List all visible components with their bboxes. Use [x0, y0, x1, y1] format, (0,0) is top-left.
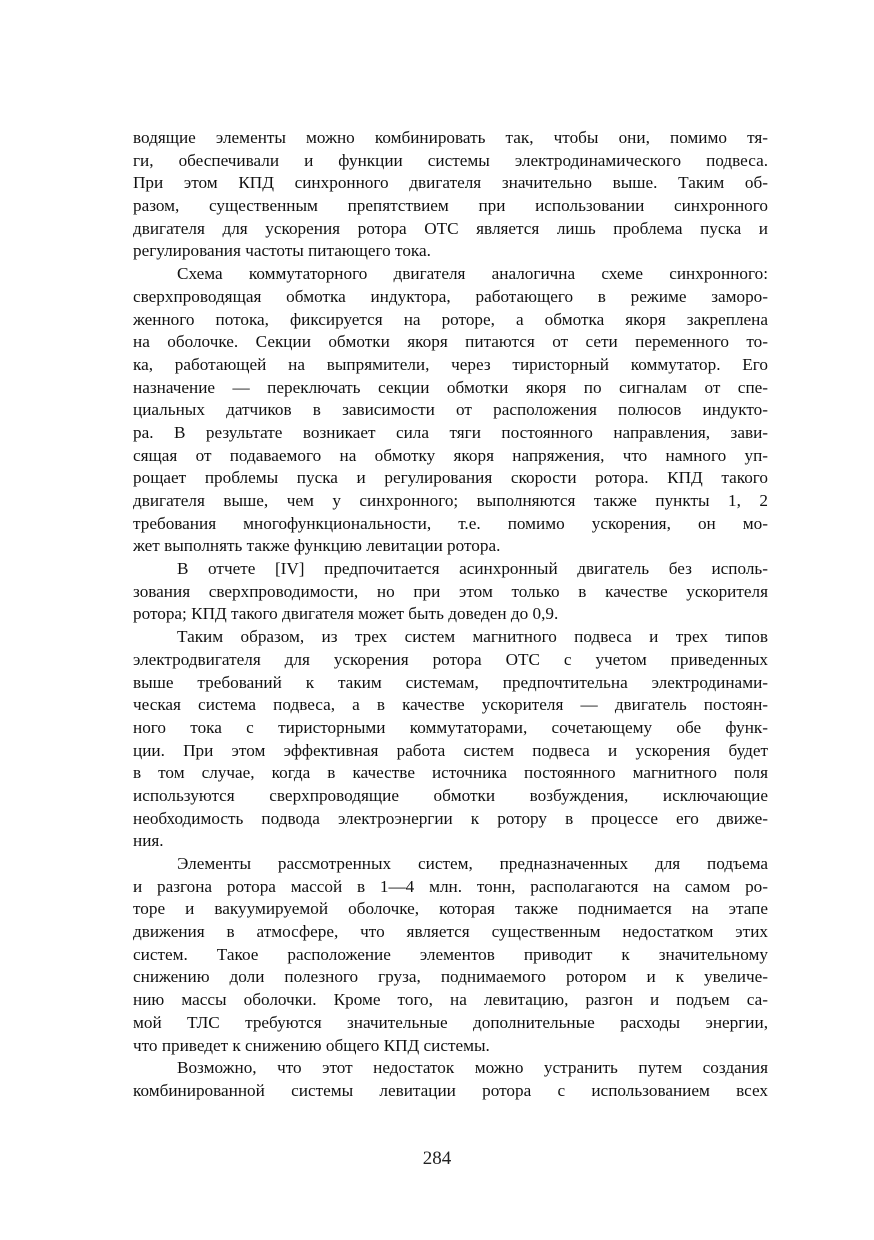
page-body: [133, 127, 768, 1103]
text-line: ного тока с тиристорными коммутаторами, сочетающему обе функ-: [133, 717, 768, 737]
text-line: выше требований к таким системам, предпочтительна электродинами-: [133, 672, 768, 692]
text-line: нию массы оболочки. Кроме того, на левитацию, разгон и подъем са-: [133, 990, 768, 1010]
paragraph: [133, 626, 768, 853]
text-line: регулирования частоты питающего тока.: [133, 241, 431, 261]
text-line: назначение — переключать секции обмотки якоря по сигналам от спе-: [133, 377, 768, 397]
text-line: Элементы рассмотренных систем, предназначенных для подъема: [177, 854, 768, 873]
paragraph: [133, 853, 768, 1057]
text-line: ра. В результате возникает сила тяги постоянного направления, зави-: [133, 422, 768, 442]
text-line: мой ТЛС требуются значительные дополнительные расходы энергии,: [133, 1012, 768, 1032]
text-line: в том случае, когда в качестве источника постоянного магнитного поля: [133, 763, 768, 783]
text-line: и разгона ротора массой в 1—4 млн. тонн, располагаются на самом ро-: [133, 876, 768, 896]
text-line: рощает проблемы пуска и регулирования скорости ротора. КПД такого: [133, 468, 768, 488]
text-line: разом, существенным препятствием при использовании синхронного: [133, 196, 768, 216]
text-line: сящая от подаваемого на обмотку якоря напряжения, что намного уп-: [133, 445, 768, 465]
text-line: Возможно, что этот недостаток можно устранить путем создания: [177, 1058, 768, 1078]
text-line: Схема коммутаторного двигателя аналогична схеме синхронного:: [177, 264, 768, 284]
text-line: снижению доли полезного груза, поднимаемого ротором и к увеличе-: [133, 967, 768, 987]
text-line: требования многофункциональности, т.е. помимо ускорения, он мо-: [133, 513, 768, 533]
text-line: торе и вакуумируемой оболочке, которая также поднимается на этапе: [133, 899, 768, 919]
text-line: комбинированной системы левитации ротора с использованием всех: [133, 1080, 768, 1100]
text-line: двигателя выше, чем у синхронного; выполняются также пункты 1, 2: [133, 491, 768, 510]
text-line: сверхпроводящая обмотка индуктора, работающего в режиме заморо-: [133, 286, 768, 306]
text-line: ции. При этом эффективная работа систем подвеса и ускорения будет: [133, 740, 768, 760]
paragraph: [133, 558, 768, 626]
text-line: ротора; КПД такого двигателя может быть доведен до 0,9.: [133, 604, 559, 624]
text-line: В отчете [IV] предпочитается асинхронный двигатель без исполь-: [177, 559, 768, 579]
paragraph: [133, 127, 768, 263]
text-line: необходимость подвода электроэнергии к ротору в процессе его движе-: [133, 808, 768, 828]
text-line: водящие элементы можно комбинировать так, чтобы они, помимо тя-: [133, 128, 768, 147]
text-line: систем. Такое расположение элементов приводит к значительному: [133, 944, 768, 964]
text-line: ния.: [133, 831, 164, 851]
text-line: циальных датчиков в зависимости от расположения полюсов индукто-: [133, 400, 768, 420]
text-line: ка, работающей на выпрямители, через тиристорный коммутатор. Его: [133, 354, 768, 374]
text-line: электродвигателя для ускорения ротора ОТС с учетом приведенных: [133, 649, 768, 669]
text-line: движения в атмосфере, что является существенным недостатком этих: [133, 922, 768, 942]
text-line: Таким образом, из трех систем магнитного подвеса и трех типов: [177, 627, 768, 647]
text-line: женного потока, фиксируется на роторе, а обмотка якоря закреплена: [133, 309, 768, 329]
text-line: используются сверхпроводящие обмотки возбуждения, исключающие: [133, 785, 768, 805]
text-line: жет выполнять также функцию левитации ротора.: [133, 536, 501, 556]
text-line: что приведет к снижению общего КПД системы.: [133, 1035, 490, 1055]
text-line: При этом КПД синхронного двигателя значительно выше. Таким об-: [133, 173, 768, 193]
text-line: двигателя для ускорения ротора ОТС является лишь проблема пуска и: [133, 218, 768, 238]
paragraph: [133, 1057, 768, 1102]
text-line: зования сверхпроводимости, но при этом только в качестве ускорителя: [133, 581, 768, 601]
page-number: 284: [422, 1148, 452, 1169]
paragraph: [133, 263, 768, 558]
text-line: ги, обеспечивали и функции системы электродинамического подвеса.: [133, 150, 768, 170]
text-line: ческая система подвеса, а в качестве ускорителя — двигатель постоян-: [133, 695, 768, 715]
text-line: на оболочке. Секции обмотки якоря питаются от сети переменного то-: [133, 332, 768, 352]
